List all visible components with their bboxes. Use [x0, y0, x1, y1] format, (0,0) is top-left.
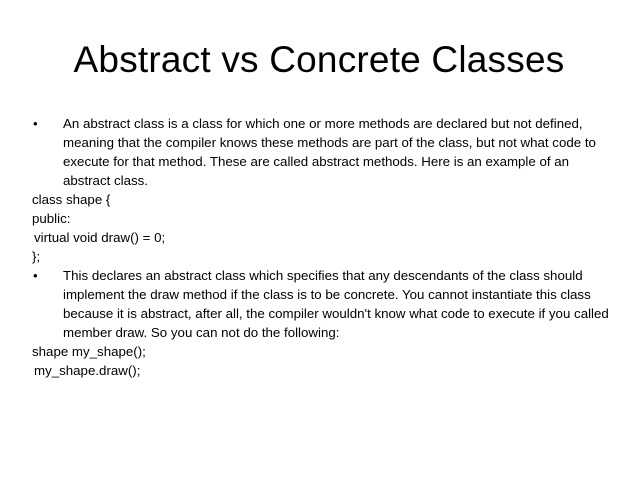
- bullet-dot: •: [33, 268, 38, 283]
- code-line: };: [32, 249, 41, 264]
- slide-body: [32, 114, 612, 380]
- bullet-paragraph-abstract-class: [32, 114, 612, 190]
- bullet-paragraph-declaration: [32, 266, 612, 342]
- paragraph-text: This declares an abstract class which specifies that any descendants of the class should implement the draw method if the class is to be concrete. You cannot instantiate this class because it is abstract, after all, the compiler wouldn't know what code to execute if you called member draw. So you can not do the following:: [63, 268, 609, 340]
- code-line: my_shape.draw();: [34, 363, 141, 378]
- code-line: class shape {: [32, 192, 111, 207]
- code-line: shape my_shape();: [32, 344, 146, 359]
- code-line: virtual void draw() = 0;: [34, 230, 166, 245]
- paragraph-text: An abstract class is a class for which one or more methods are declared but not defined, meaning that the compiler knows these methods are part of the class, but not what code to execute for that method. These are called abstract methods. Here is an example of an abstract class.: [63, 116, 596, 188]
- bullet-dot: •: [33, 116, 38, 131]
- code-line: public:: [32, 211, 71, 226]
- slide-title: Abstract vs Concrete Classes: [73, 39, 565, 80]
